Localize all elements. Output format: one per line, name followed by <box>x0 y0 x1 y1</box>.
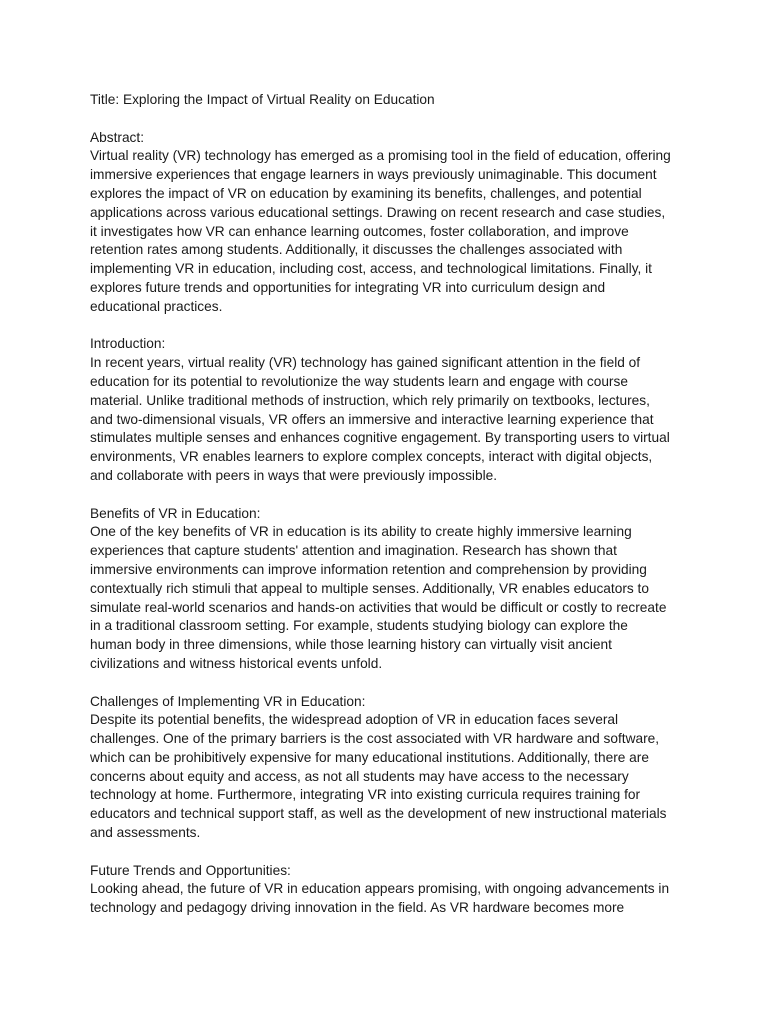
paragraph-line: explores the impact of VR on education by examining its benefits, challenges, and potential <box>90 185 642 201</box>
paragraph-line: applications across various educational settings. Drawing on recent research and case studies, <box>90 204 666 220</box>
paragraph-line: In recent years, virtual reality (VR) technology has gained significant attention in the field of <box>90 355 641 371</box>
section-introduction <box>90 335 690 485</box>
paragraph-line: and collaborate with peers in ways that were previously impossible. <box>90 467 498 483</box>
paragraph-line: material. Unlike traditional methods of instruction, which rely primarily on textbooks, lectures, <box>90 392 650 408</box>
paragraph-line: technology and pedagogy driving innovation in the field. As VR hardware becomes more <box>90 900 625 916</box>
paragraph-line: retention rates among students. Additionally, it discusses the challenges associated with <box>90 242 623 258</box>
paragraph-line: experiences that capture students' attention and imagination. Research has shown that <box>90 543 617 559</box>
paragraph-line: which can be prohibitively expensive for many educational institutions. Additionally, there are <box>90 749 649 765</box>
section-future-trends <box>90 862 690 918</box>
section-abstract <box>90 129 690 317</box>
paragraph-line: contextually rich stimuli that appeal to multiple senses. Additionally, VR enables educators to <box>90 580 649 596</box>
paragraph-line: environments, VR enables learners to explore complex concepts, interact with digital objects, <box>90 449 653 465</box>
paragraph-line: Looking ahead, the future of VR in education appears promising, with ongoing advancements in <box>90 881 670 897</box>
document-title: Title: Exploring the Impact of Virtual Reality on Education <box>90 92 435 107</box>
paragraph-line: concerns about equity and access, as not all students may have access to the necessary <box>90 768 629 784</box>
paragraph-line: education for its potential to revolutionize the way students learn and engage with course <box>90 373 628 389</box>
paragraph-line: educational practices. <box>90 298 223 314</box>
paragraph-line: educators and technical support staff, as well as the development of new instructional materials <box>90 806 667 822</box>
document-body <box>90 91 690 918</box>
paragraph-line: One of the key benefits of VR in education is its ability to create highly immersive learning <box>90 524 632 540</box>
section-heading: Introduction: <box>90 336 166 352</box>
paragraph-line: immersive experiences that engage learners in ways previously unimaginable. This document <box>90 167 657 183</box>
paragraph-line: challenges. One of the primary barriers is the cost associated with VR hardware and software, <box>90 731 660 747</box>
section-benefits <box>90 505 690 674</box>
paragraph-line: immersive environments can improve information retention and comprehension by providing <box>90 561 647 577</box>
section-heading: Abstract: <box>90 129 145 145</box>
paragraph-line: implementing VR in education, including cost, access, and technological limitations. Finally, it <box>90 261 652 277</box>
paragraph-line: stimulates multiple senses and enhances cognitive engagement. By transporting users to virtual <box>90 430 670 446</box>
paragraph-line: and assessments. <box>90 825 201 841</box>
paragraph-line: Virtual reality (VR) technology has emerged as a promising tool in the field of education, offering <box>90 148 671 164</box>
paragraph-line: simulate real-world scenarios and hands-on activities that would be difficult or costly to recreate <box>90 599 667 615</box>
section-challenges <box>90 693 690 843</box>
paragraph-line: in a traditional classroom setting. For example, students studying biology can explore the <box>90 618 628 634</box>
section-heading: Future Trends and Opportunities: <box>90 862 291 878</box>
paragraph-line: Despite its potential benefits, the widespread adoption of VR in education faces several <box>90 712 619 728</box>
paragraph-line: and two-dimensional visuals, VR offers an immersive and interactive learning experience that <box>90 411 654 427</box>
section-heading: Challenges of Implementing VR in Education: <box>90 693 366 709</box>
paragraph-line: explores future trends and opportunities for integrating VR into curriculum design and <box>90 279 606 295</box>
paragraph-line: technology at home. Furthermore, integrating VR into existing curricula requires training for <box>90 787 641 803</box>
section-heading: Benefits of VR in Education: <box>90 505 261 521</box>
paragraph-line: it investigates how VR can enhance learning outcomes, foster collaboration, and improve <box>90 223 629 239</box>
paragraph-line: human body in three dimensions, while those learning history can virtually visit ancient <box>90 637 612 653</box>
paragraph-line: civilizations and witness historical events unfold. <box>90 655 383 671</box>
